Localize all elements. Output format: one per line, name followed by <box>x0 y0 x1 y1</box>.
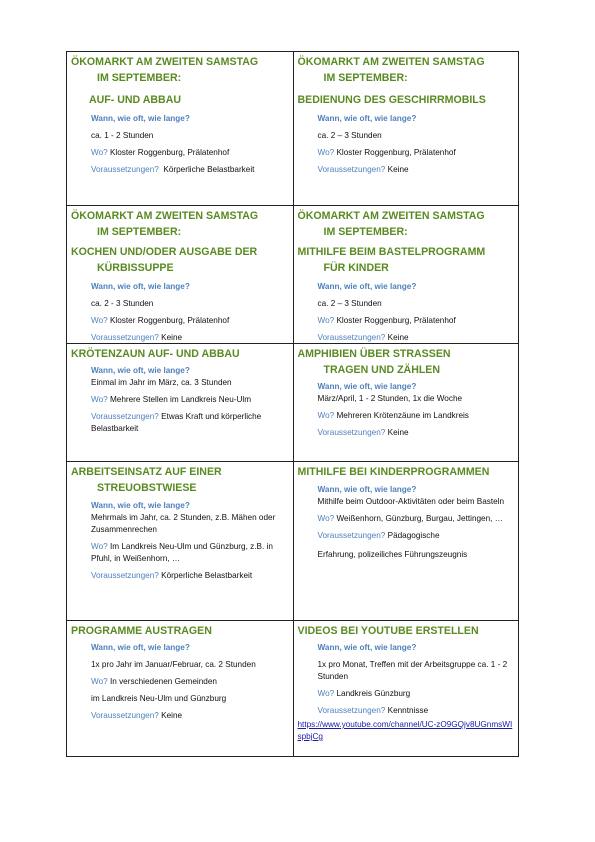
youtube-channel-link[interactable]: https://www.youtube.com/channel/UC-zO9GQjv8UGnmsWIspbjCg <box>297 720 513 741</box>
card-oekomarkt-kuerbissuppe <box>67 206 293 343</box>
title-line: ÖKOMARKT AM ZWEITEN SAMSTAG <box>297 56 485 68</box>
when-question: Wann, wie oft, wie lange? <box>91 366 190 375</box>
title-line: ÖKOMARKT AM ZWEITEN SAMSTAG <box>71 56 259 68</box>
when-answer: ca. 1 - 2 Stunden <box>91 131 154 140</box>
card-kroetenzaun <box>67 344 293 461</box>
where-line: Wo? Kloster Roggenburg, Prälatenhof <box>91 316 230 325</box>
title-line: IM SEPTEMBER: <box>323 226 408 238</box>
card-title: VIDEOS BEI YOUTUBE ERSTELLEN <box>297 625 479 637</box>
where-line: Wo? Kloster Roggenburg, Prälatenhof <box>317 316 456 325</box>
card-oekomarkt-bastelprogramm <box>293 206 519 343</box>
title-line: ARBEITSEINSATZ AUF EINER <box>71 466 222 478</box>
when-answer: Mithilfe beim Outdoor-Aktivitäten oder beim Basteln <box>317 497 505 506</box>
requirements-line: Voraussetzungen? Keine <box>317 333 409 342</box>
volunteer-table <box>66 51 519 757</box>
card-title <box>298 346 516 378</box>
table-row <box>67 205 518 343</box>
when-question: Wann, wie oft, wie lange? <box>317 114 417 123</box>
card-title <box>298 208 516 240</box>
title-line: STREUOBSTWIESE <box>97 482 197 494</box>
card-title: MITHILFE BEI KINDERPROGRAMMEN <box>297 466 490 478</box>
when-answer: Einmal im Jahr im März, ca. 3 Stunden <box>91 378 232 387</box>
where-line: Wo? Weißenhorn, Günzburg, Burgau, Jettingen, … <box>317 514 503 523</box>
card-oekomarkt-geschirrmobil <box>293 52 519 205</box>
where-line: Wo? Im Landkreis Neu-Ulm und Günzburg, z.B. in Pfuhl, in Weißenhorn, … <box>91 542 273 563</box>
card-subtitle: KOCHEN UND/ODER AUSGABE DER KÜRBISSUPPE <box>71 246 258 274</box>
when-answer: 1x pro Jahr im Januar/Februar, ca. 2 Stunden <box>91 660 256 669</box>
title-line: AMPHIBIEN ÜBER STRASSEN <box>297 348 451 360</box>
requirements-line: Voraussetzungen? Keine <box>317 428 409 437</box>
requirements-detail: Erfahrung, polizeiliches Führungszeugnis <box>317 550 468 559</box>
card-subtitle: BEDIENUNG DES GESCHIRRMOBILS <box>297 94 486 106</box>
when-answer: ca. 2 – 3 Stunden <box>317 299 382 308</box>
requirements-line: Voraussetzungen? Keine <box>317 165 409 174</box>
when-question: Wann, wie oft, wie lange? <box>91 114 190 123</box>
card-programme-austragen <box>67 621 293 756</box>
card-title: KRÖTENZAUN AUF- UND ABBAU <box>71 348 240 360</box>
card-subtitle: MITHILFE BEIM BASTELPROGRAMM FÜR KINDER <box>297 246 486 274</box>
when-question: Wann, wie oft, wie lange? <box>317 282 417 291</box>
card-kinderprogramme <box>293 462 519 620</box>
requirements-line: Voraussetzungen? Keine <box>91 333 183 342</box>
where-line: Wo? In verschiedenen Gemeinden <box>91 677 217 686</box>
requirements-line: Voraussetzungen? Körperliche Belastbarkeit <box>91 571 253 580</box>
table-row <box>67 52 518 205</box>
when-answer: ca. 2 - 3 Stunden <box>91 299 154 308</box>
card-title <box>71 464 290 496</box>
card-streuobstwiese <box>67 462 293 620</box>
requirements-line: Voraussetzungen? Körperliche Belastbarkeit <box>91 165 255 174</box>
card-subtitle: AUF- UND ABBAU <box>89 94 181 106</box>
when-question: Wann, wie oft, wie lange? <box>317 485 417 494</box>
title-line: ÖKOMARKT AM ZWEITEN SAMSTAG <box>297 210 485 222</box>
when-answer: 1x pro Monat, Treffen mit der Arbeitsgruppe ca. 1 - 2 Stunden <box>317 660 508 681</box>
when-question: Wann, wie oft, wie lange? <box>317 643 417 652</box>
card-amphibien <box>293 344 519 461</box>
title-line: IM SEPTEMBER: <box>323 72 408 84</box>
card-title: PROGRAMME AUSTRAGEN <box>71 625 212 637</box>
where-line: Wo? Mehrere Stellen im Landkreis Neu-Ulm <box>91 395 252 404</box>
requirements-line: Voraussetzungen? Etwas Kraft und körperliche Belastbarkeit <box>91 412 262 433</box>
where-line: Wo? Kloster Roggenburg, Prälatenhof <box>317 148 456 157</box>
when-question: Wann, wie oft, wie lange? <box>91 282 190 291</box>
table-row <box>67 461 518 620</box>
title-line: IM SEPTEMBER: <box>97 226 182 238</box>
table-row <box>67 343 518 461</box>
title-line: IM SEPTEMBER: <box>97 72 182 84</box>
when-answer: Mehrmals im Jahr, ca. 2 Stunden, z.B. Mähen oder Zusammenrechen <box>91 513 276 534</box>
card-title <box>298 54 516 86</box>
when-answer: ca. 2 – 3 Stunden <box>317 131 382 140</box>
card-title <box>71 208 290 240</box>
requirements-line: Voraussetzungen? Pädagogische <box>317 531 440 540</box>
title-line: ÖKOMARKT AM ZWEITEN SAMSTAG <box>71 210 259 222</box>
where-line: Wo? Landkreis Günzburg <box>317 689 411 698</box>
when-question: Wann, wie oft, wie lange? <box>317 382 417 391</box>
when-question: Wann, wie oft, wie lange? <box>91 501 190 510</box>
requirements-line: Voraussetzungen? Kenntnisse <box>317 706 429 715</box>
card-youtube-videos <box>293 621 519 756</box>
card-oekomarkt-aufbau <box>67 52 293 205</box>
when-question: Wann, wie oft, wie lange? <box>91 643 190 652</box>
where-line: Wo? Mehreren Krötenzäune im Landkreis <box>317 411 469 420</box>
when-answer: März/April, 1 - 2 Stunden, 1x die Woche <box>317 394 463 403</box>
where-line: Wo? Kloster Roggenburg, Prälatenhof <box>91 148 230 157</box>
card-title <box>71 54 290 86</box>
requirements-line: Voraussetzungen? Keine <box>91 711 183 720</box>
title-line: TRAGEN UND ZÄHLEN <box>323 364 441 376</box>
where-detail: im Landkreis Neu-Ulm und Günzburg <box>91 694 227 703</box>
table-row <box>67 620 518 756</box>
